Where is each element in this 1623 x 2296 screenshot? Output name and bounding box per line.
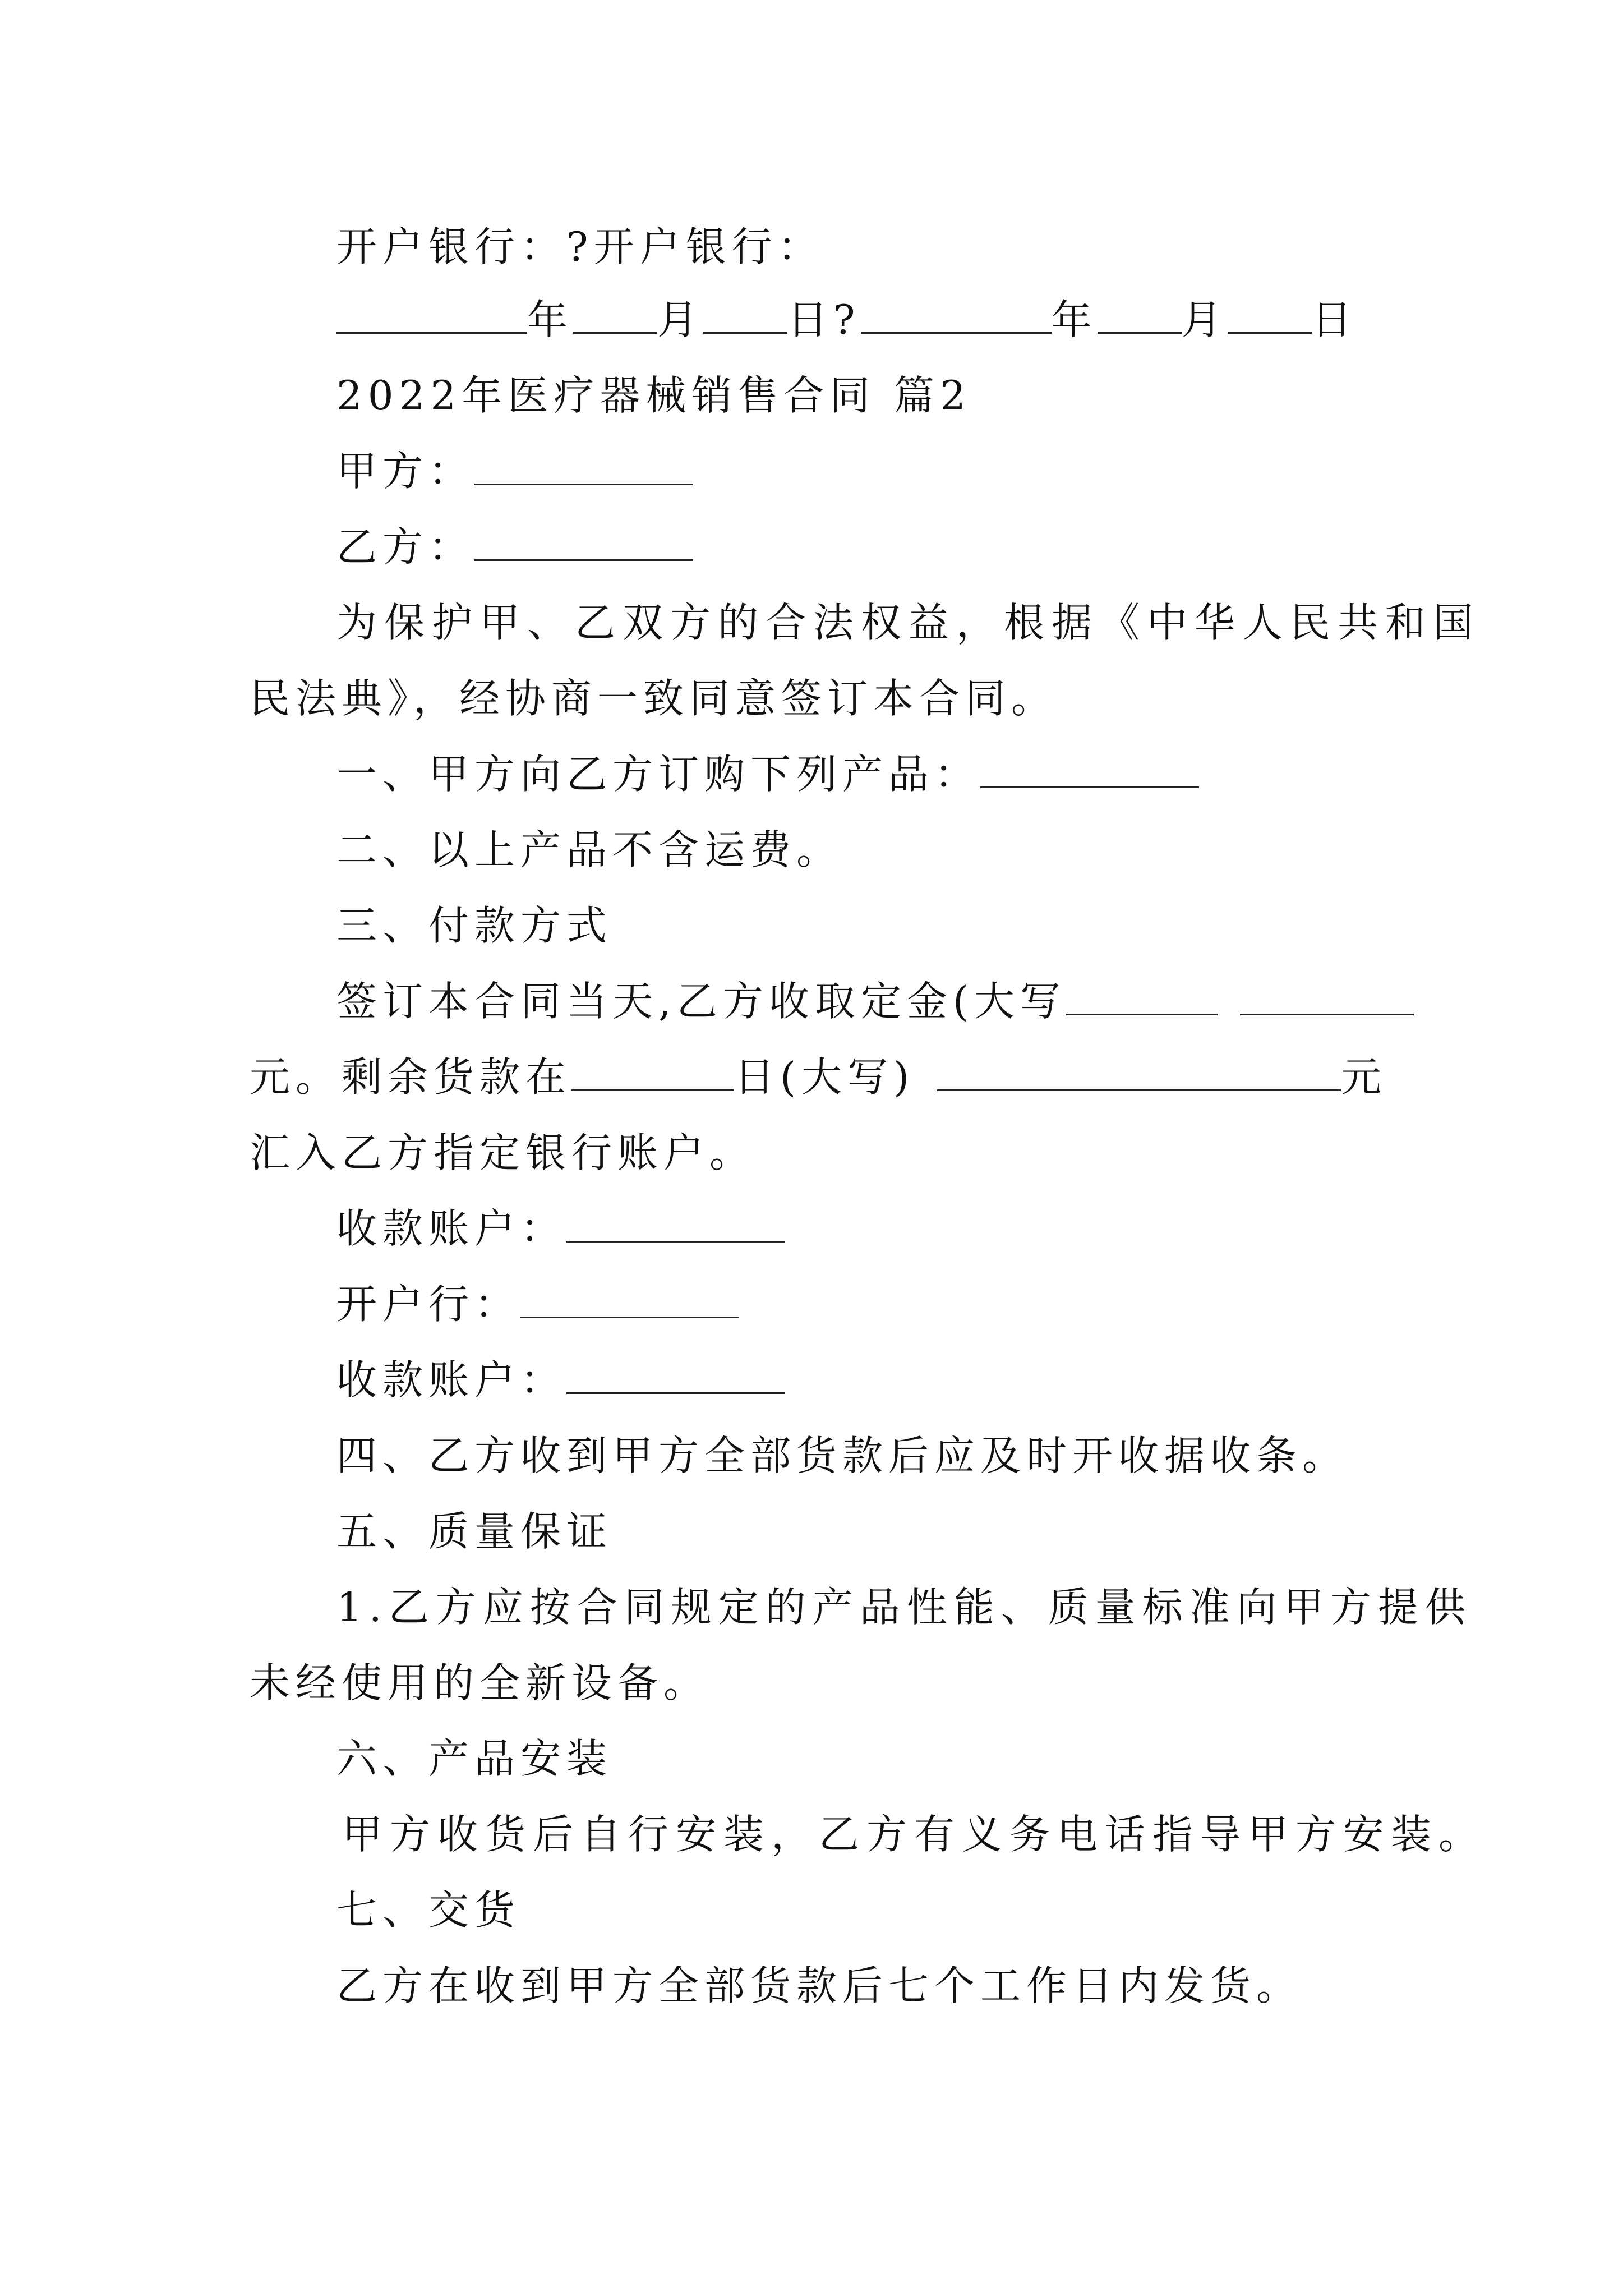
product-blank bbox=[980, 747, 1199, 788]
balance-amount-blank bbox=[937, 1050, 1341, 1091]
clause-2-text: 二、以上产品不含运费。 bbox=[336, 826, 843, 873]
payment-line-3 bbox=[250, 1125, 755, 1181]
bank-line-text: 开户银行：?开户银行： bbox=[336, 223, 824, 270]
payment-text-2b: 日(大写) bbox=[734, 1053, 915, 1101]
intro-text-1: 为保护甲、乙双方的合法权益，根据《中华人民共和国 bbox=[336, 599, 1481, 646]
payment-line-2 bbox=[250, 1049, 1387, 1105]
day-label-2: 日 bbox=[1311, 296, 1358, 343]
account-line-2 bbox=[336, 1352, 785, 1408]
clause-6-title-text: 六、产品安装 bbox=[336, 1735, 613, 1782]
account-blank-2 bbox=[566, 1353, 785, 1394]
clause-5-text-1: 1.乙方应按合同规定的产品性能、质量标准向甲方提供 bbox=[336, 1584, 1472, 1631]
intro-text-2: 民法典》，经协商一致同意签订本合同。 bbox=[250, 675, 1058, 722]
month-label-1: 月 bbox=[657, 296, 704, 343]
year-label-1: 年 bbox=[527, 296, 574, 343]
payment-text-3: 汇入乙方指定银行账户。 bbox=[250, 1129, 756, 1176]
payment-text-2a: 元。剩余货款在 bbox=[250, 1053, 572, 1101]
clause-3-title bbox=[336, 898, 612, 954]
clause-3-title-text: 三、付款方式 bbox=[336, 902, 613, 949]
month-blank-1 bbox=[573, 293, 657, 334]
clause-1-line bbox=[336, 746, 1199, 802]
clause-6-title bbox=[336, 1731, 612, 1787]
clause-5-text-2: 未经使用的全新设备。 bbox=[250, 1659, 710, 1706]
year-label-2: 年 bbox=[1051, 296, 1098, 343]
bank-line bbox=[336, 219, 824, 275]
month-label-2: 月 bbox=[1181, 296, 1228, 343]
payment-text-2c: 元 bbox=[1341, 1053, 1387, 1101]
clause-1-text: 一、甲方向乙方订购下列产品： bbox=[336, 751, 981, 798]
account-line-1 bbox=[336, 1200, 785, 1257]
intro-line-2 bbox=[250, 670, 1057, 726]
clause-5-title bbox=[336, 1503, 612, 1559]
clause-5-line-2 bbox=[250, 1655, 709, 1711]
party-b-label: 乙方： bbox=[336, 523, 475, 570]
clause-5-line-1 bbox=[336, 1579, 1472, 1635]
party-b-line bbox=[336, 519, 693, 575]
contract-title-text: 2022年医疗器械销售合同 篇2 bbox=[336, 372, 971, 419]
year-blank-1 bbox=[336, 293, 527, 334]
party-a-label: 甲方： bbox=[336, 448, 475, 495]
account-blank-1 bbox=[566, 1202, 785, 1243]
clause-7-text: 乙方在收到甲方全部货款后七个工作日内发货。 bbox=[336, 1962, 1303, 2009]
balance-date-blank bbox=[571, 1050, 734, 1091]
year-blank-2 bbox=[861, 293, 1052, 334]
bank-blank bbox=[520, 1277, 739, 1318]
deposit-blank-2 bbox=[1240, 974, 1414, 1015]
contract-title bbox=[336, 367, 971, 424]
deposit-blank-1 bbox=[1066, 974, 1218, 1015]
clause-4-line bbox=[336, 1428, 1348, 1484]
clause-5-title-text: 五、质量保证 bbox=[336, 1508, 613, 1555]
clause-7-title bbox=[336, 1882, 520, 1938]
account-label-1: 收款账户： bbox=[336, 1205, 567, 1252]
bank-label: 开户行： bbox=[336, 1281, 521, 1328]
payment-text-1: 签订本合同当天,乙方收取定金(大写 bbox=[336, 978, 1066, 1025]
bank-name-line bbox=[336, 1276, 739, 1332]
day-blank-2 bbox=[1228, 293, 1312, 334]
intro-line-1 bbox=[336, 595, 1481, 651]
clause-6-line bbox=[342, 1806, 1486, 1862]
day-label-1: 日? bbox=[787, 296, 861, 343]
clause-6-text: 甲方收货后自行安装，乙方有义务电话指导甲方安装。 bbox=[342, 1811, 1487, 1858]
date-line bbox=[336, 292, 1358, 348]
clause-4-text: 四、乙方收到甲方全部货款后应及时开收据收条。 bbox=[336, 1432, 1349, 1479]
payment-line-1 bbox=[336, 973, 1414, 1029]
month-blank-2 bbox=[1098, 293, 1182, 334]
day-blank-1 bbox=[703, 293, 787, 334]
party-a-blank bbox=[474, 444, 693, 485]
clause-7-line bbox=[336, 1958, 1302, 2014]
party-b-blank bbox=[474, 520, 693, 561]
clause-7-title-text: 七、交货 bbox=[336, 1887, 521, 1934]
account-label-2: 收款账户： bbox=[336, 1356, 567, 1404]
party-a-line bbox=[336, 443, 693, 499]
clause-2-line bbox=[336, 822, 842, 878]
